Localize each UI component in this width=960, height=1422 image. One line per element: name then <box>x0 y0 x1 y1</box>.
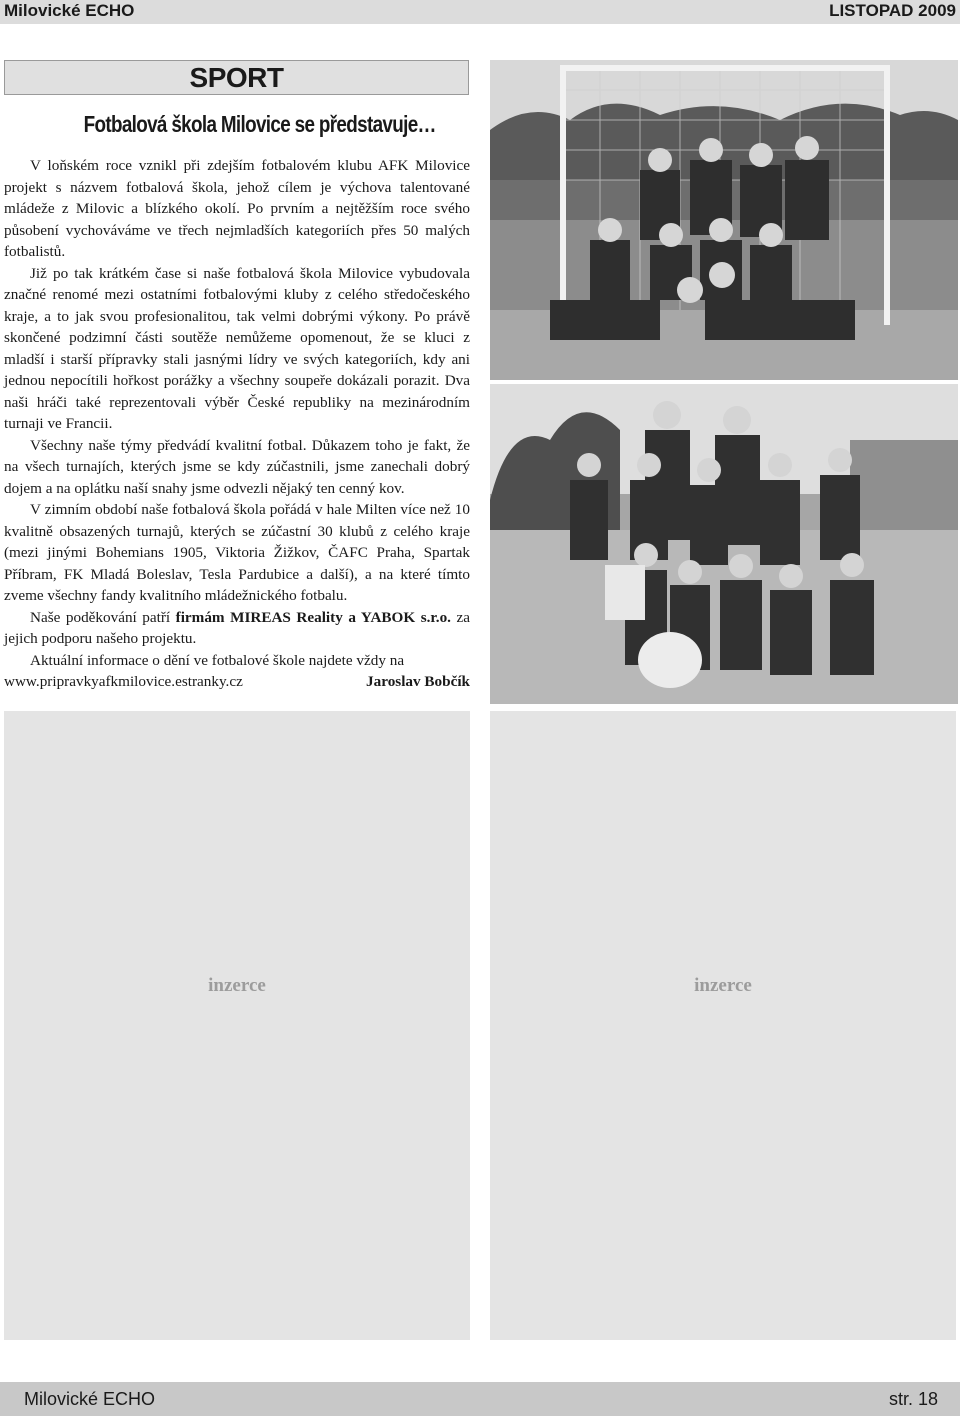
header-issue: LISTOPAD 2009 <box>829 1 956 20</box>
section-title: SPORT <box>4 60 469 95</box>
footer-page-number: str. 18 <box>888 1389 938 1409</box>
ad-label: inzerce <box>208 975 266 996</box>
article-title: Fotbalová škola Milovice se představuje… <box>83 111 436 137</box>
page-footer <box>0 1382 960 1416</box>
ad-label: inzerce <box>694 975 752 996</box>
header-publication: Milovické ECHO <box>4 1 135 20</box>
article-author: Jaroslav Bobčík <box>366 673 470 690</box>
team-photos <box>490 60 958 704</box>
article-paragraph: V loňském roce vznikl při zdejším fotbalovém klubu AFK Milovice projekt s názvem fotbalová škola, jehož cílem je výchova talentované mládeže z Milovic a blízkého okolí. Po prvním a nejtěžším roce svého působení vychováváme ve třech nejmladších kategoriích přes 50 malých fotbalistů. <box>4 157 470 260</box>
thanks-prefix: Naše poděkování patří <box>30 608 176 626</box>
page-header <box>0 0 960 24</box>
thanks-sponsors: firmám MIREAS Reality a YABOK s.r.o. <box>175 608 451 626</box>
article-thanks <box>4 607 470 650</box>
article-paragraph: Všechny naše týmy předvádí kvalitní fotbal. Důkazem toho je fakt, že na všech turnajích, kterých jsme se kdy zúčastnili, jsme zanechali dobrý dojem a na oplátku naší snahy jsme odvezli nějaký ten cenný kov. <box>4 436 470 497</box>
article-url[interactable]: www.pripravkyafkmilovice.estranky.cz <box>4 673 243 690</box>
footer-publication: Milovické ECHO <box>24 1389 156 1409</box>
article-paragraph: Již po tak krátkém čase si naše fotbalová škola Milovice vybudovala značné renomé mezi ostatními fotbalovými kluby z celého středočeského kraje, a to jak svou profesionalitou, tak velmi dobrými výkony. Po právě skončené podzimní části soutěže nemůžeme opomenout, že se kluci z mladší i starší přípravky stali jasnými lídry ve svých kategoriích, kdy ani jednou nepocítili hořkost porážky a všechny soupeře dokázali porazit. Dva naši hráči také reprezentovali výběr České republiky na mezinárodním turnaji ve Francii. <box>4 264 470 432</box>
article-body <box>4 155 470 693</box>
article-info: Aktuální informace o dění ve fotbalové škole najdete vždy na <box>30 651 405 669</box>
article-signature-line <box>4 671 470 693</box>
advertisement-left <box>4 711 470 1340</box>
advertisement-right <box>490 711 956 1340</box>
thanks-suffix: za jejich podporu našeho projektu. <box>4 608 470 647</box>
team-photos-illustration <box>490 60 958 704</box>
article-paragraph: V zimním období naše fotbalová škola pořádá v hale Milten více než 10 kvalitně obsazených turnajů, kterých se zúčastní 30 klubů z celého kraje (mezi jinými Bohemians 1905, Viktoria Žižkov, ČAFC Praha, Spartak Příbram, FK Mladá Boleslav, Tesla Pardubice a další), a na které tímto zveme všechny fandy kvalitního mládežnického fotbalu. <box>4 501 470 604</box>
headline-container <box>0 111 436 141</box>
